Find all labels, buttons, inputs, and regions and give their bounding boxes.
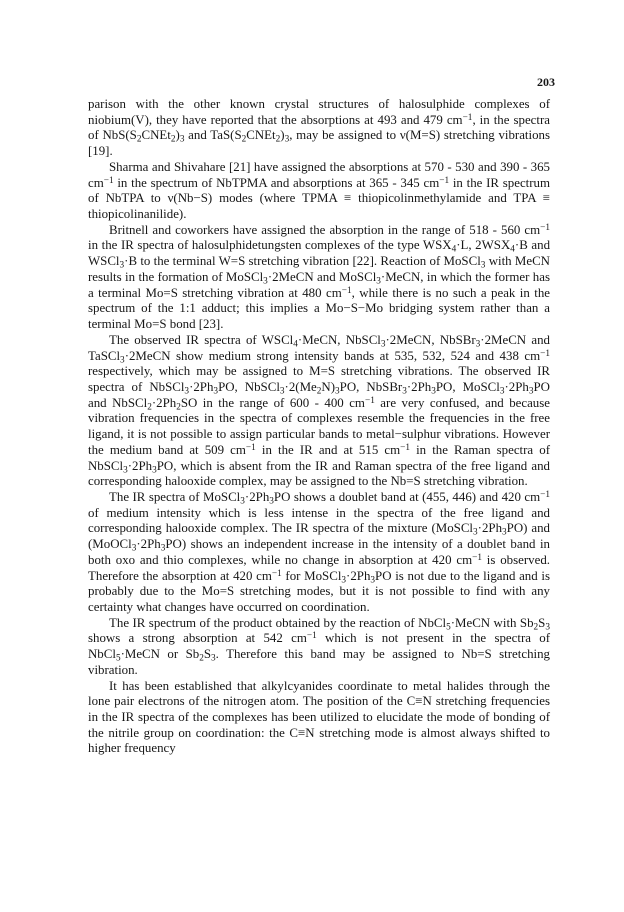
paragraph: Britnell and coworkers have assigned the absorption in the range of 518 - 560 $cm^{-1}$ in the IR spectra of halosulphidetungsten complexes of the type $WSX_4\cdot L$, $2WSX_4\cdot B$ and WSCl$_3$·B to the terminal W=S stretching vibration [22]. Reaction of MoSCl$_3$ with MeCN results in the formation of MoSCl$_3$·2MeCN and MoSCl$_3$·MeCN, in which the former has a terminal Mo=S stretching vibration at 480 $cm^{-1}$, while there is no such a peak in the spectrum of the 1:1 adduct; this implies a Mo−S−Mo bridging system rather than a terminal Mo=S bond [23]. [88, 222, 551, 332]
paragraph: parison with the other known crystal structures of halosulphide complexes of niobium(V), they have reported that the absorptions at 493 and 479 $cm^{-1}$, in the spectra of $NbS(S_2CNEt_2)_3$ and $TaS(S_2CNEt_2)_3$, may be assigned to ν(M=S) stretching vibrations [19]. [88, 97, 551, 159]
paragraph: The observed IR spectra of WSCl$_4$·MeCN, NbSCl$_3$·2MeCN, NbSBr$_3$·2MeCN and TaSCl$_3$·2MeCN show medium strong intensity bands at 535, 532, 524 and 438 $cm^{-1}$ respectively, which may be assigned to M=S stretching vibrations. The observed IR spectra of $NbSCl_3\cdot 2Ph_3PO$, $NbSCl_3\cdot 2(Me_2N)_3PO$, $NbSBr_3\cdot 2Ph_3PO$, $MoSCl_3\cdot 2Ph_3PO$ and $NbSCl_2\cdot 2Ph_2SO$ in the range of 600 - 400 $cm^{-1}$ are very confused, and because vibration frequencies in the spectra of complexes resemble the frequencies in the free ligand, it is not possible to assign particular bands to metal−sulphur vibrations. However the medium band at 509 $cm^{-1}$ in the IR and at 515 $cm^{-1}$ in the Raman spectra of $NbSCl_3\cdot 2Ph_3PO$, which is absent from the IR and Raman spectra of the free ligand and corresponding halooxide complex, may be assigned to the Nb=S stretching vibration. [88, 332, 550, 489]
paragraph: The IR spectra of $MoSCl_3\cdot 2Ph_3PO$ shows a doublet band at (455, 446) and 420 $cm^{-1}$ of medium intensity which is less intense in the spectra of the free ligand and corresponding halooxide complex. The IR spectra of the mixture $(MoSCl_3\cdot 2Ph_3PO)$ and $(MoOCl_3\cdot 2Ph_3PO)$ shows an independent increase in the intensity of a doublet band in both oxo and thio complexes, while no change in absorption at 420 $cm^{-1}$ is observed. Therefore the absorption at 420 $cm^{-1}$ for $MoSCl_3\cdot 2Ph_3PO$ is not due to the ligand and is probably due to the Mo=S stretching modes, but it is not possible to find with any certainty what changes have occurred on coordination. [88, 489, 550, 614]
page-number: 203 [537, 75, 555, 89]
paragraph: It has been established that alkylcyanides coordinate to metal halides through the lone pair electrons of the nitrogen atom. The position of the C≡N stretching frequencies in the IR spectra of the complexes has been utilized to elucidate the mode of bonding of the nitrile group on coordination: the C≡N stretching mode is almost always shifted to higher frequency [88, 678, 550, 756]
paragraph: The IR spectrum of the product obtained by the reaction of NbCl$_5$·MeCN with $Sb_2S_3$ shows a strong absorption at 542 $cm^{-1}$ which is not present in the spectra of NbCl$_5$·MeCN or $Sb_2S_3$. Therefore this band may be assigned to Nb=S stretching vibration. [88, 615, 551, 677]
paragraph: Sharma and Shivahare [21] have assigned the absorptions at 570 - 530 and 390 - 365 $cm^{-1}$ in the spectrum of NbTPMA and absorptions at 365 - 345 $cm^{-1}$ in the IR spectrum of NbTPA to ν(Nb−S) modes (where TPMA ≡ thiopicolinmethylamide and TPA ≡ thiopicolinanilide). [88, 159, 551, 222]
body-text [88, 97, 550, 757]
